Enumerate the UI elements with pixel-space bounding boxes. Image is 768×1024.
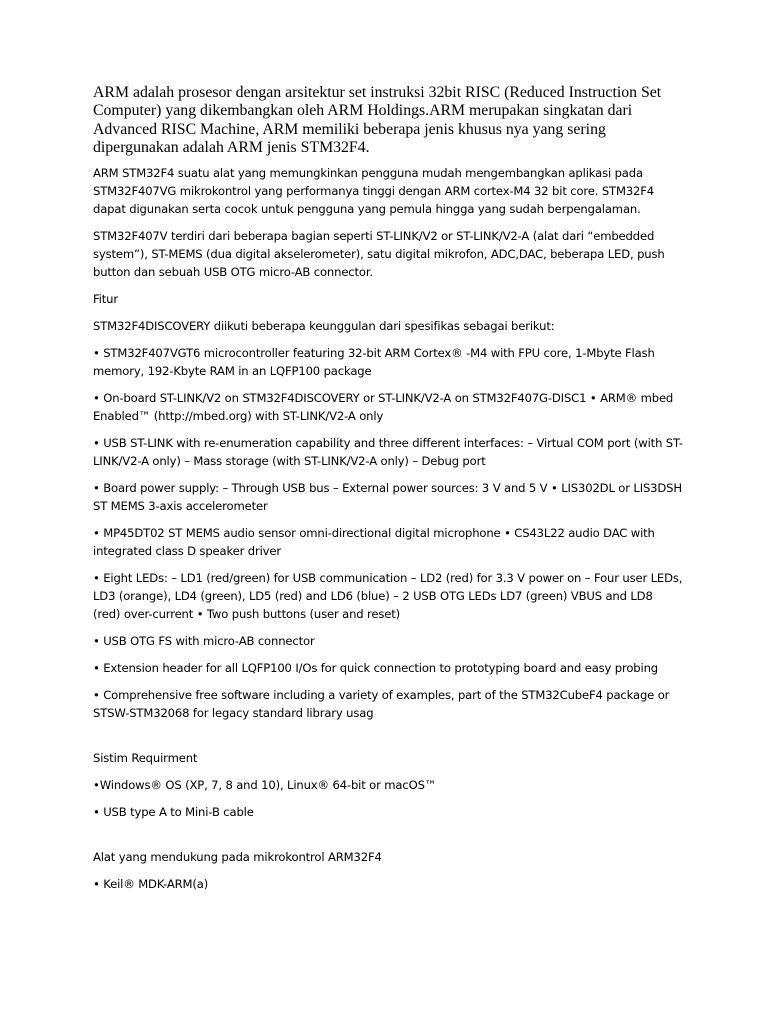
requirement-item: •Windows® OS (XP, 7, 8 and 10), Linux® 64-bit or macOS™: [93, 778, 437, 793]
feature-item: • Extension header for all LQFP100 I/Os for quick connection to prototyping board and easy probing: [93, 661, 658, 676]
feature-item: • Eight LEDs: – LD1 (red/green) for USB communication – LD2 (red) for 3.3 V power on – Four user LEDs, LD3 (orange), LD4 (green), LD5 (red) and LD6 (blue) – 2 USB OTG LEDs LD7 (green) VBUS and LD8 (red) over-current • Two push buttons (user and reset): [93, 571, 683, 622]
blank-line: [93, 830, 683, 848]
intro-paragraph: ARM adalah prosesor dengan arsitektur set instruksi 32bit RISC (Reduced Instruction Set Computer) yang dikembangkan oleh ARM Holdings.ARM merupakan singkatan dari Advanced RISC Machine, ARM memiliki beberapa jenis khusus nya yang sering dipergunakan adalah ARM jenis STM32F4.: [93, 84, 662, 156]
feature-item: • Board power supply: – Through USB bus – External power sources: 3 V and 5 V • LIS302DL or LIS3DSH ST MEMS 3-axis accelerometer: [93, 481, 682, 514]
document-page: [93, 84, 683, 902]
fitur-heading: Fitur: [93, 292, 118, 307]
blank-line: [93, 731, 683, 749]
sistem-requirement-heading: Sistim Requirment: [93, 751, 198, 766]
paragraph-stm32f4-overview: ARM STM32F4 suatu alat yang memungkinkan pengguna mudah mengembangkan aplikasi pada STM32F407VG mikrokontrol yang performanya tinggi dengan ARM cortex-M4 32 bit core. STM32F4 dapat digunakan serta cocok untuk pengguna yang pemula hingga yang sudah berpengalaman.: [93, 166, 655, 217]
feature-item: • Comprehensive free software including a variety of examples, part of the STM32CubeF4 package or STSW-STM32068 for legacy standard library usag: [93, 688, 670, 721]
feature-item: • MP45DT02 ST MEMS audio sensor omni-directional digital microphone • CS43L22 audio DAC with integrated class D speaker driver: [93, 526, 655, 559]
fitur-intro: STM32F4DISCOVERY diikuti beberapa keunggulan dari spesifikas sebagai berikut:: [93, 319, 555, 334]
alat-heading: Alat yang mendukung pada mikrokontrol ARM32F4: [93, 850, 382, 865]
tool-item: • Keil® MDK-ARM(a): [93, 877, 209, 892]
feature-item: • STM32F407VGT6 microcontroller featuring 32-bit ARM Cortex® -M4 with FPU core, 1-Mbyte Flash memory, 192-Kbyte RAM in an LQFP100 package: [93, 346, 655, 379]
feature-item: • USB ST-LINK with re-enumeration capability and three different interfaces: – Virtual COM port (with ST-LINK/V2-A only) – Mass storage (with ST-LINK/V2-A only) – Debug port: [93, 436, 683, 469]
feature-item: • USB OTG FS with micro-AB connector: [93, 634, 315, 649]
paragraph-stm32f407v-parts: STM32F407V terdiri dari beberapa bagian seperti ST-LINK/V2 or ST-LINK/V2-A (alat dari “embedded system”), ST-MEMS (dua digital akselerometer), satu digital mikrofon, ADC,DAC, beberapa LED, push button dan sebuah USB OTG micro-AB connector.: [93, 229, 665, 280]
feature-item: • On-board ST-LINK/V2 on STM32F4DISCOVERY or ST-LINK/V2-A on STM32F407G-DISC1 • ARM® mbed Enabled™ (http://mbed.org) with ST-LINK/V2-A only: [93, 391, 674, 424]
requirement-item: • USB type A to Mini-B cable: [93, 805, 254, 820]
